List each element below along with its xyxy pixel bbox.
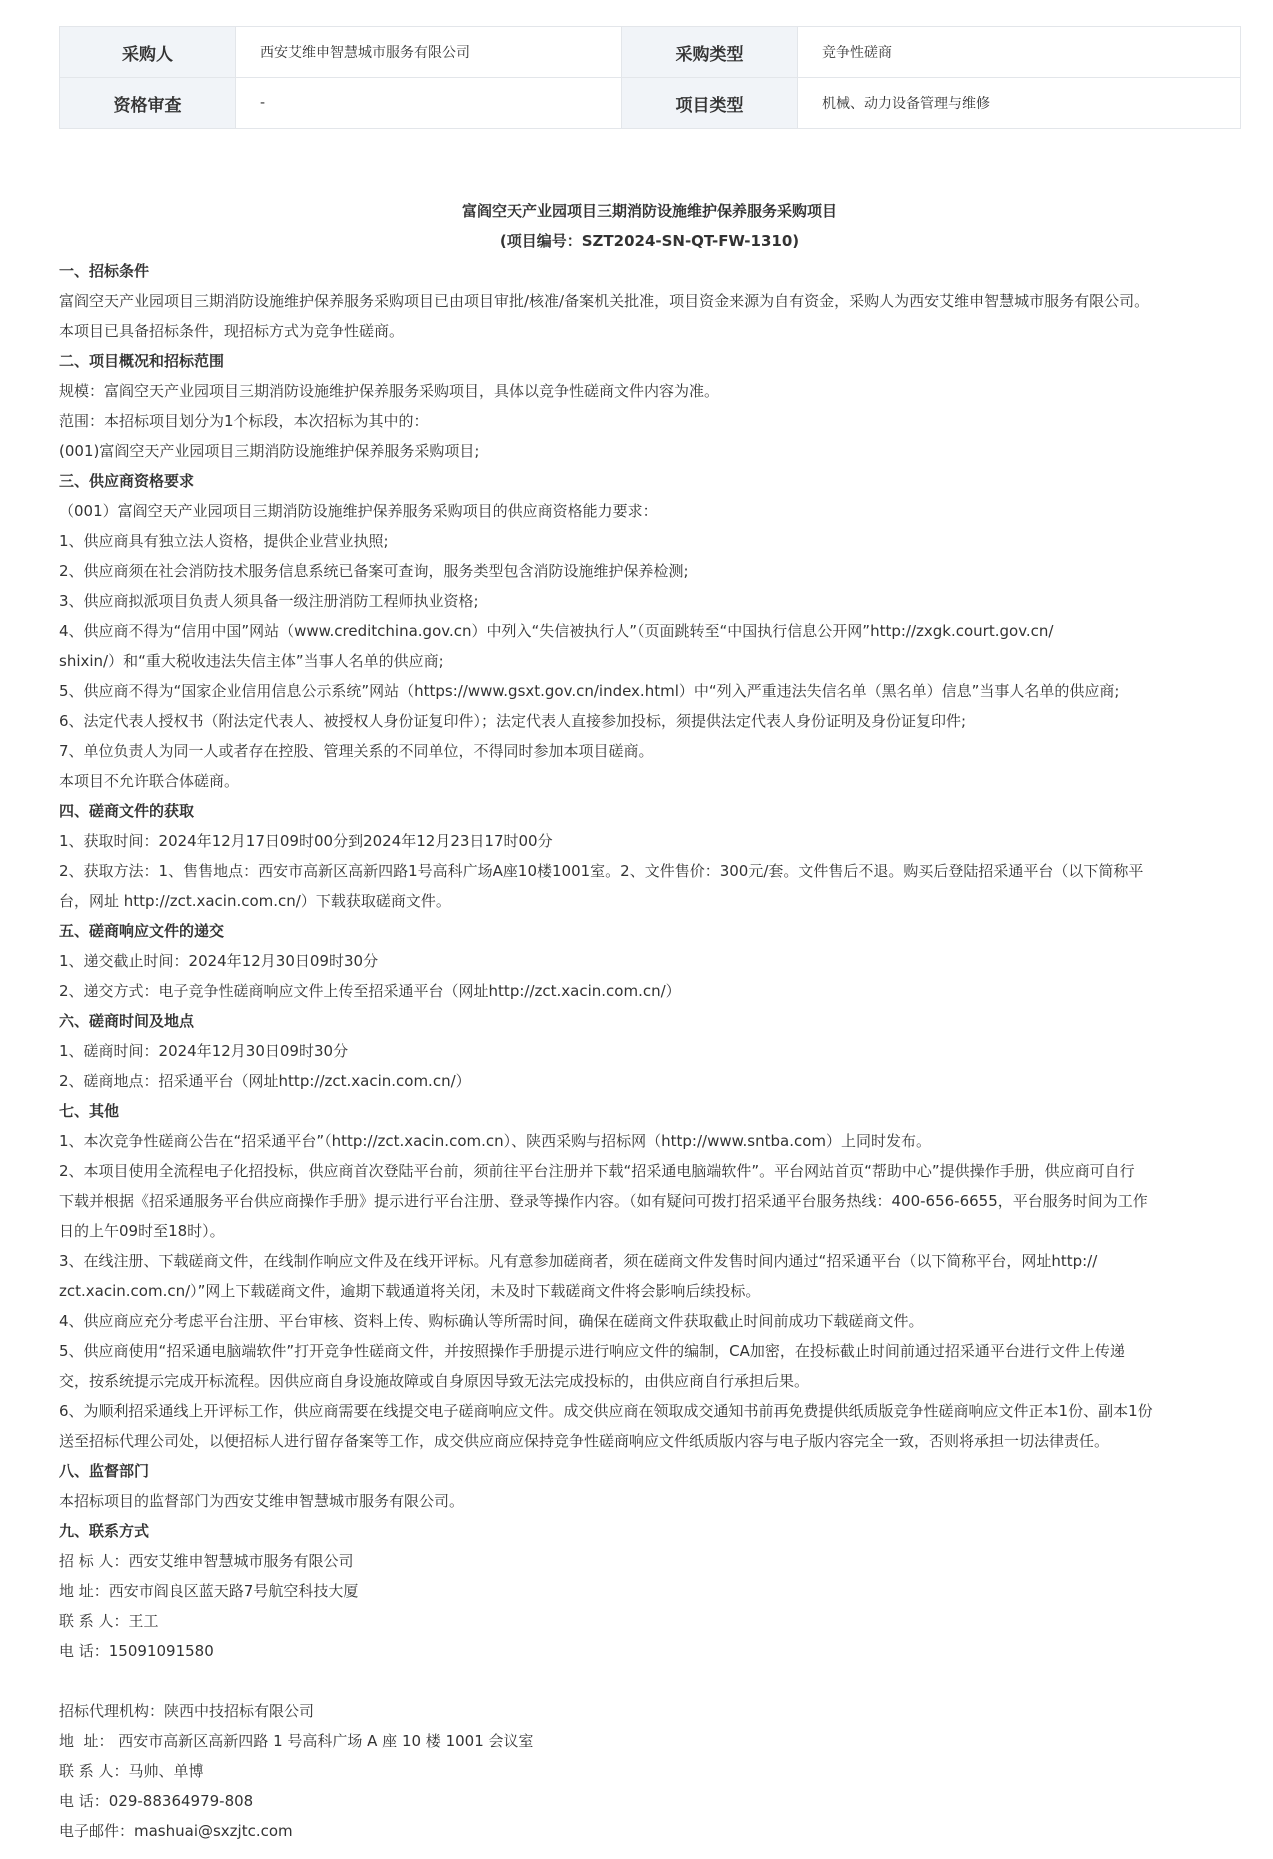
tenderer-name: 招 标 人：西安艾维申智慧城市服务有限公司 — [59, 1552, 354, 1570]
section-heading: 八、监督部门 — [59, 1462, 150, 1480]
paragraph: 2、获取方法：1、售售地点：西安市高新区高新四路1号高科广场A座10楼1001室。2、文件售价：300元/套。文件售后不退。购买后登陆招采通平台（以下简称平 — [59, 862, 1144, 880]
section-heading: 九、联系方式 — [59, 1522, 150, 1540]
paragraph: 4、供应商应充分考虑平台注册、平台审核、资料上传、购标确认等所需时间，确保在磋商文件获取截止时间前成功下载磋商文件。 — [59, 1312, 924, 1330]
paragraph: 范围：本招标项目划分为1个标段，本次招标为其中的： — [59, 412, 429, 430]
paragraph: (001)富阎空天产业园项目三期消防设施维护保养服务采购项目; — [59, 442, 480, 460]
paragraph: 规模：富阎空天产业园项目三期消防设施维护保养服务采购项目，具体以竞争性磋商文件内容为准。 — [59, 382, 720, 400]
table-row — [60, 27, 1241, 78]
purchase-type-label: 采购类型 — [622, 27, 798, 78]
agency-email: 电子邮件：mashuai@sxzjtc.com — [59, 1822, 293, 1840]
paragraph: 日的上午09时至18时）。 — [59, 1222, 225, 1240]
qualification-review-label: 资格审查 — [60, 78, 236, 129]
paragraph: shixin/）和“重大税收违法失信主体”当事人名单的供应商; — [59, 652, 444, 670]
paragraph: 送至招标代理公司处，以便招标人进行留存备案等工作，成交供应商应保持竞争性磋商响应文件纸质版内容与电子版内容完全一致，否则将承担一切法律责任。 — [59, 1432, 1110, 1450]
agency-phone: 电 话：029-88364979-808 — [59, 1792, 254, 1810]
paragraph: 下载并根据《招采通服务平台供应商操作手册》提示进行平台注册、登录等操作内容。（如有疑问可拨打招采通平台服务热线：400-656-6655，平台服务时间为工作 — [59, 1192, 1148, 1210]
paragraph: 本招标项目的监督部门为西安艾维申智慧城市服务有限公司。 — [59, 1492, 465, 1510]
tenderer-phone: 电 话：15091091580 — [59, 1642, 214, 1660]
project-number: (项目编号：SZT2024-SN-QT-FW-1310) — [499, 232, 800, 250]
paragraph: 富阎空天产业园项目三期消防设施维护保养服务采购项目已由项目审批/核准/备案机关批准，项目资金来源为自有资金，采购人为西安艾维申智慧城市服务有限公司。 — [59, 292, 1150, 310]
tenderer-address: 地 址：西安市阎良区蓝天路7号航空科技大厦 — [59, 1582, 359, 1600]
paragraph: 1、获取时间：2024年12月17日09时00分到2024年12月23日17时00分 — [59, 832, 553, 850]
paragraph: 2、本项目使用全流程电子化招投标，供应商首次登陆平台前，须前往平台注册并下载“招采通电脑端软件”。平台网站首页“帮助中心”提供操作手册，供应商可自行 — [59, 1162, 1135, 1180]
paragraph: 7、单位负责人为同一人或者存在控股、管理关系的不同单位，不得同时参加本项目磋商。 — [59, 742, 654, 760]
tenderer-contact: 联 系 人：王工 — [59, 1612, 159, 1630]
section-heading: 五、磋商响应文件的递交 — [59, 922, 225, 940]
qualification-review-value: - — [236, 78, 622, 129]
paragraph: 本项目不允许联合体磋商。 — [59, 772, 240, 790]
paragraph: 本项目已具备招标条件，现招标方式为竞争性磋商。 — [59, 322, 405, 340]
spacer — [59, 1666, 1240, 1696]
paragraph: 5、供应商使用“招采通电脑端软件”打开竞争性磋商文件，并按照操作手册提示进行响应文件的编制，CA加密，在投标截止时间前通过招采通平台进行文件上传递 — [59, 1342, 1125, 1360]
announcement-body — [59, 196, 1240, 1846]
paragraph: 3、供应商拟派项目负责人须具备一级注册消防工程师执业资格; — [59, 592, 479, 610]
paragraph: 1、本次竞争性磋商公告在“招采通平台”（http://zct.xacin.com.cn）、陕西采购与招标网（http://www.sntba.com）上同时发布。 — [59, 1132, 931, 1150]
paragraph: 1、递交截止时间：2024年12月30日09时30分 — [59, 952, 379, 970]
agency-name: 招标代理机构：陕西中技招标有限公司 — [59, 1702, 315, 1720]
section-heading: 二、项目概况和招标范围 — [59, 352, 225, 370]
paragraph: 3、在线注册、下载磋商文件，在线制作响应文件及在线开评标。凡有意参加磋商者，须在磋商文件发售时间内通过“招采通平台（以下简称平台，网址http:// — [59, 1252, 1098, 1270]
paragraph: 2、磋商地点：招采通平台（网址http://zct.xacin.com.cn/） — [59, 1072, 471, 1090]
paragraph: zct.xacin.com.cn/）”网上下载磋商文件，逾期下载通道将关闭，未及时下载磋商文件将会影响后续投标。 — [59, 1282, 761, 1300]
paragraph: 1、供应商具有独立法人资格，提供企业营业执照; — [59, 532, 389, 550]
purchase-type-value: 竞争性磋商 — [798, 27, 1241, 78]
paragraph: 6、法定代表人授权书（附法定代表人、被授权人身份证复印件）；法定代表人直接参加投标，须提供法定代表人身份证明及身份证复印件; — [59, 712, 967, 730]
agency-address: 地 址： 西安市高新区高新四路 1 号高科广场 A 座 10 楼 1001 会议室 — [59, 1732, 534, 1750]
purchaser-label: 采购人 — [60, 27, 236, 78]
paragraph: 5、供应商不得为“国家企业信用信息公示系统”网站（https://www.gsxt.gov.cn/index.html）中“列入严重违法失信名单（黑名单）信息”当事人名单的供应商; — [59, 682, 1120, 700]
paragraph: 2、供应商须在社会消防技术服务信息系统已备案可查询，服务类型包含消防设施维护保养检测; — [59, 562, 689, 580]
announcement-title: 富阎空天产业园项目三期消防设施维护保养服务采购项目 — [461, 202, 837, 220]
paragraph: 交，按系统提示完成开标流程。因供应商自身设施故障或自身原因导致无法完成投标的，由供应商自行承担后果。 — [59, 1372, 810, 1390]
paragraph: （001）富阎空天产业园项目三期消防设施维护保养服务采购项目的供应商资格能力要求： — [59, 502, 658, 520]
purchaser-value: 西安艾维申智慧城市服务有限公司 — [236, 27, 622, 78]
paragraph: 6、为顺利招采通线上开评标工作，供应商需要在线提交电子磋商响应文件。成交供应商在领取成交通知书前再免费提供纸质版竞争性磋商响应文件正本1份、副本1份 — [59, 1402, 1153, 1420]
section-heading: 三、供应商资格要求 — [59, 472, 195, 490]
paragraph: 1、磋商时间：2024年12月30日09时30分 — [59, 1042, 349, 1060]
agency-contact: 联 系 人：马帅、单博 — [59, 1762, 204, 1780]
section-heading: 一、招标条件 — [59, 262, 150, 280]
project-type-value: 机械、动力设备管理与维修 — [798, 78, 1241, 129]
project-type-label: 项目类型 — [622, 78, 798, 129]
paragraph: 4、供应商不得为“信用中国”网站（www.creditchina.gov.cn）中列入“失信被执行人”（页面跳转至“中国执行信息公开网”http://zxgk.court.gov.cn/ — [59, 622, 1054, 640]
paragraph: 台，网址 http://zct.xacin.com.cn/）下载获取磋商文件。 — [59, 892, 451, 910]
section-heading: 七、其他 — [59, 1102, 120, 1120]
paragraph: 2、递交方式：电子竞争性磋商响应文件上传至招采通平台（网址http://zct.xacin.com.cn/） — [59, 982, 681, 1000]
section-heading: 六、磋商时间及地点 — [59, 1012, 195, 1030]
section-heading: 四、磋商文件的获取 — [59, 802, 195, 820]
table-row — [60, 78, 1241, 129]
project-info-table — [59, 26, 1241, 129]
